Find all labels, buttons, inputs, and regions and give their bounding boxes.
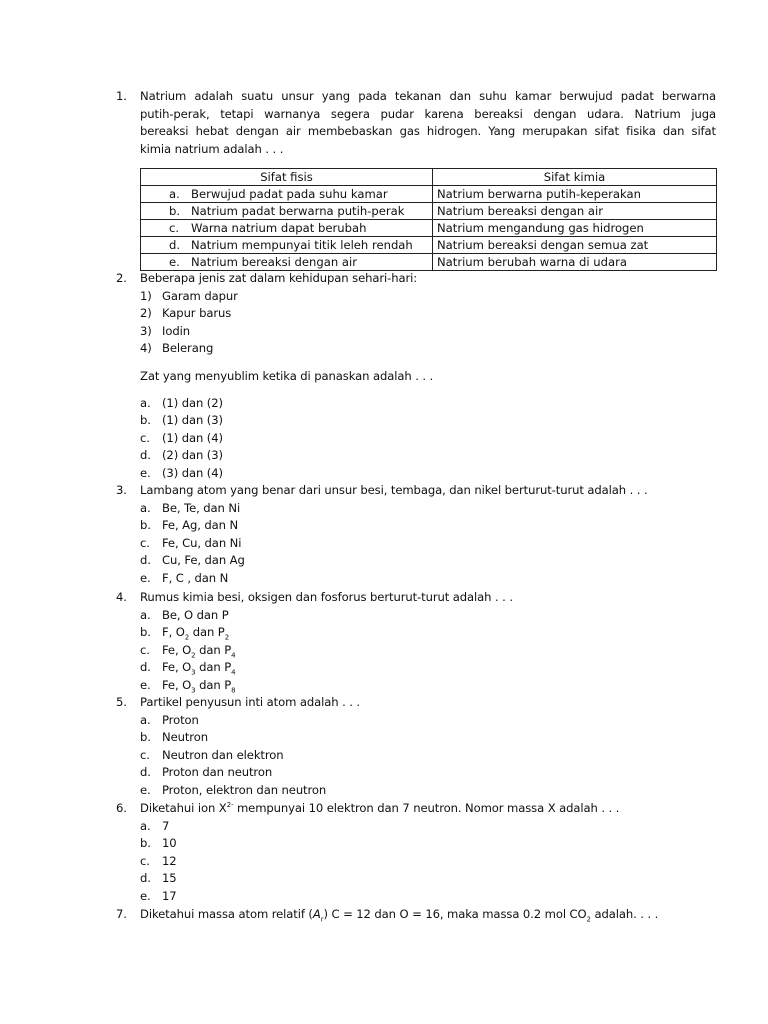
fisis-text: Berwujud padat pada suhu kamar (191, 187, 388, 201)
option-text: (1) dan (4) (162, 431, 223, 445)
option-letter: e. (169, 255, 180, 269)
option-letter: e. (140, 678, 151, 692)
option-letter: e. (140, 783, 151, 797)
subscript: 3 (191, 686, 196, 695)
list-item: Belerang (162, 341, 214, 355)
table-row (141, 254, 717, 271)
subscript: 2 (184, 633, 190, 642)
fisis-text: Warna natrium dapat berubah (191, 221, 367, 235)
option-text: Fe, Ag, dan N (162, 518, 239, 532)
question-6-text (140, 800, 619, 818)
option-letter: c. (140, 536, 150, 550)
option-letter: a. (140, 396, 151, 410)
option-text: Be, Te, dan Ni (162, 501, 241, 515)
formula-part: Fe, O (162, 660, 192, 674)
question-1-line: bereaksi hebat dengan air membebaskan gas hidrogen. Yang merupakan sifat fisika dan sifat (140, 124, 716, 138)
question-6-post: mempunyai 10 elektron dan 7 neutron. Nomor massa X adalah . . . (233, 801, 620, 815)
fisis-text: Natrium mempunyai titik leleh rendah (191, 238, 413, 252)
table-header-row (141, 169, 717, 186)
option-text: (3) dan (4) (162, 466, 223, 480)
fisis-cell (141, 237, 433, 254)
option-letter: b. (140, 625, 151, 639)
option-letter: a. (140, 819, 151, 833)
subscript: 2 (224, 633, 230, 642)
option-letter: d. (140, 660, 151, 674)
ar-subscript: r (320, 915, 324, 924)
option-letter: a. (140, 608, 151, 622)
question-1-line: putih-perak, tetapi warnanya segera pudar karena bereaksi dengan udara. Natrium juga (140, 106, 716, 121)
option-text: 15 (162, 871, 177, 885)
option-text: Neutron dan elektron (162, 748, 284, 762)
option-letter: e. (140, 571, 151, 585)
fisis-cell (141, 254, 433, 271)
option-text: Proton dan neutron (162, 765, 273, 779)
option-letter: b. (169, 204, 181, 218)
option-letter: e. (140, 889, 151, 903)
header-sifat-kimia: Sifat kimia (433, 169, 717, 186)
formula-part: Fe, O (162, 643, 192, 657)
subscript: 4 (231, 668, 236, 677)
option-letter: c. (140, 643, 150, 657)
option-letter: b. (140, 518, 151, 532)
subscript: 4 (231, 651, 236, 660)
subscript: 8 (231, 686, 236, 695)
option-letter: d. (140, 553, 151, 567)
ion-charge: 2- (226, 801, 234, 810)
fisis-text: Natrium bereaksi dengan air (191, 255, 357, 269)
kimia-cell: Natrium bereaksi dengan air (433, 203, 717, 220)
formula-part: dan P (195, 660, 232, 674)
option-letter: c. (140, 854, 150, 868)
question-3-text: Lambang atom yang benar dari unsur besi, tembaga, dan nikel berturut-turut adalah . . . (140, 483, 648, 497)
fisis-cell (141, 203, 433, 220)
kimia-cell: Natrium bereaksi dengan semua zat (433, 237, 717, 254)
formula-part: dan P (189, 625, 225, 639)
option-text: (1) dan (2) (162, 396, 223, 410)
properties-table (140, 168, 717, 271)
option-letter: c. (140, 431, 150, 445)
list-item: Garam dapur (162, 289, 238, 303)
option-text (162, 607, 229, 625)
option-text (162, 624, 229, 642)
table-row (141, 237, 717, 254)
option-text: 10 (162, 836, 177, 850)
co2-subscript: 2 (586, 915, 591, 924)
kimia-cell: Natrium mengandung gas hidrogen (433, 220, 717, 237)
option-letter: d. (140, 765, 151, 779)
question-7-pre: Diketahui massa atom relatif ( (140, 907, 313, 921)
formula-part: dan P (195, 678, 232, 692)
formula-part: dan P (195, 643, 232, 657)
question-2-number: 2. (116, 271, 127, 285)
list-number: 2) (140, 306, 152, 320)
subscript: 3 (191, 668, 196, 677)
option-letter: a. (140, 713, 151, 727)
question-4-number: 4. (116, 590, 127, 604)
option-letter: d. (169, 238, 181, 252)
table-row (141, 203, 717, 220)
option-text: Proton, elektron dan neutron (162, 783, 327, 797)
list-item: Iodin (162, 324, 190, 338)
table-row (141, 220, 717, 237)
option-text (162, 659, 235, 677)
option-letter: a. (169, 187, 180, 201)
option-text (162, 642, 235, 660)
question-4-text: Rumus kimia besi, oksigen dan fosforus berturut-turut adalah . . . (140, 590, 513, 604)
question-1-number: 1. (116, 89, 127, 103)
option-text: Cu, Fe, dan Ag (162, 553, 245, 567)
option-text: Neutron (162, 730, 208, 744)
option-letter: b. (140, 413, 151, 427)
option-letter: a. (140, 501, 151, 515)
option-text: 17 (162, 889, 177, 903)
question-2-text: Beberapa jenis zat dalam kehidupan sehari-hari: (140, 271, 418, 285)
option-letter: d. (140, 871, 151, 885)
list-number: 4) (140, 341, 152, 355)
list-number: 1) (140, 289, 152, 303)
question-6-pre: Diketahui ion X (140, 801, 227, 815)
question-5-text: Partikel penyusun inti atom adalah . . . (140, 695, 361, 709)
option-text: 7 (162, 819, 170, 833)
option-letter: c. (169, 221, 180, 235)
option-text: (2) dan (3) (162, 448, 223, 462)
option-letter: d. (140, 448, 151, 462)
option-text: 12 (162, 854, 177, 868)
question-3-number: 3. (116, 483, 127, 497)
list-item: Kapur barus (162, 306, 232, 320)
ar-symbol: A (312, 907, 321, 921)
question-7-post: adalah. . . . (590, 907, 659, 921)
fisis-cell (141, 220, 433, 237)
question-2-prompt: Zat yang menyublim ketika di panaskan adalah . . . (140, 369, 434, 383)
table-row (141, 186, 717, 203)
fisis-cell (141, 186, 433, 203)
formula-part: Be, O dan P (162, 608, 229, 622)
question-7-number: 7. (116, 907, 127, 921)
option-letter: e. (140, 466, 151, 480)
question-5-number: 5. (116, 695, 127, 709)
formula-part: F, O (162, 625, 185, 639)
question-7-mid: ) C = 12 dan O = 16, maka massa 0.2 mol CO (323, 907, 587, 921)
subscript: 2 (191, 651, 196, 660)
option-text: F, C , dan N (162, 571, 229, 585)
option-text: (1) dan (3) (162, 413, 223, 427)
question-1-line: kimia natrium adalah . . . (140, 141, 284, 156)
question-1-line: Natrium adalah suatu unsur yang pada tekanan dan suhu kamar berwujud padat berwarna (140, 89, 716, 103)
option-text (162, 677, 235, 695)
question-7-text (140, 906, 658, 924)
question-6-number: 6. (116, 801, 127, 815)
question-1-text (140, 88, 716, 158)
option-text: Fe, Cu, dan Ni (162, 536, 242, 550)
list-number: 3) (140, 324, 152, 338)
kimia-cell: Natrium berubah warna di udara (433, 254, 717, 271)
option-letter: b. (140, 730, 151, 744)
kimia-cell: Natrium berwarna putih-keperakan (433, 186, 717, 203)
formula-part: Fe, O (162, 678, 192, 692)
option-text: Proton (162, 713, 199, 727)
option-letter: b. (140, 836, 151, 850)
header-sifat-fisis: Sifat fisis (141, 169, 433, 186)
option-letter: c. (140, 748, 150, 762)
fisis-text: Natrium padat berwarna putih-perak (191, 204, 405, 218)
